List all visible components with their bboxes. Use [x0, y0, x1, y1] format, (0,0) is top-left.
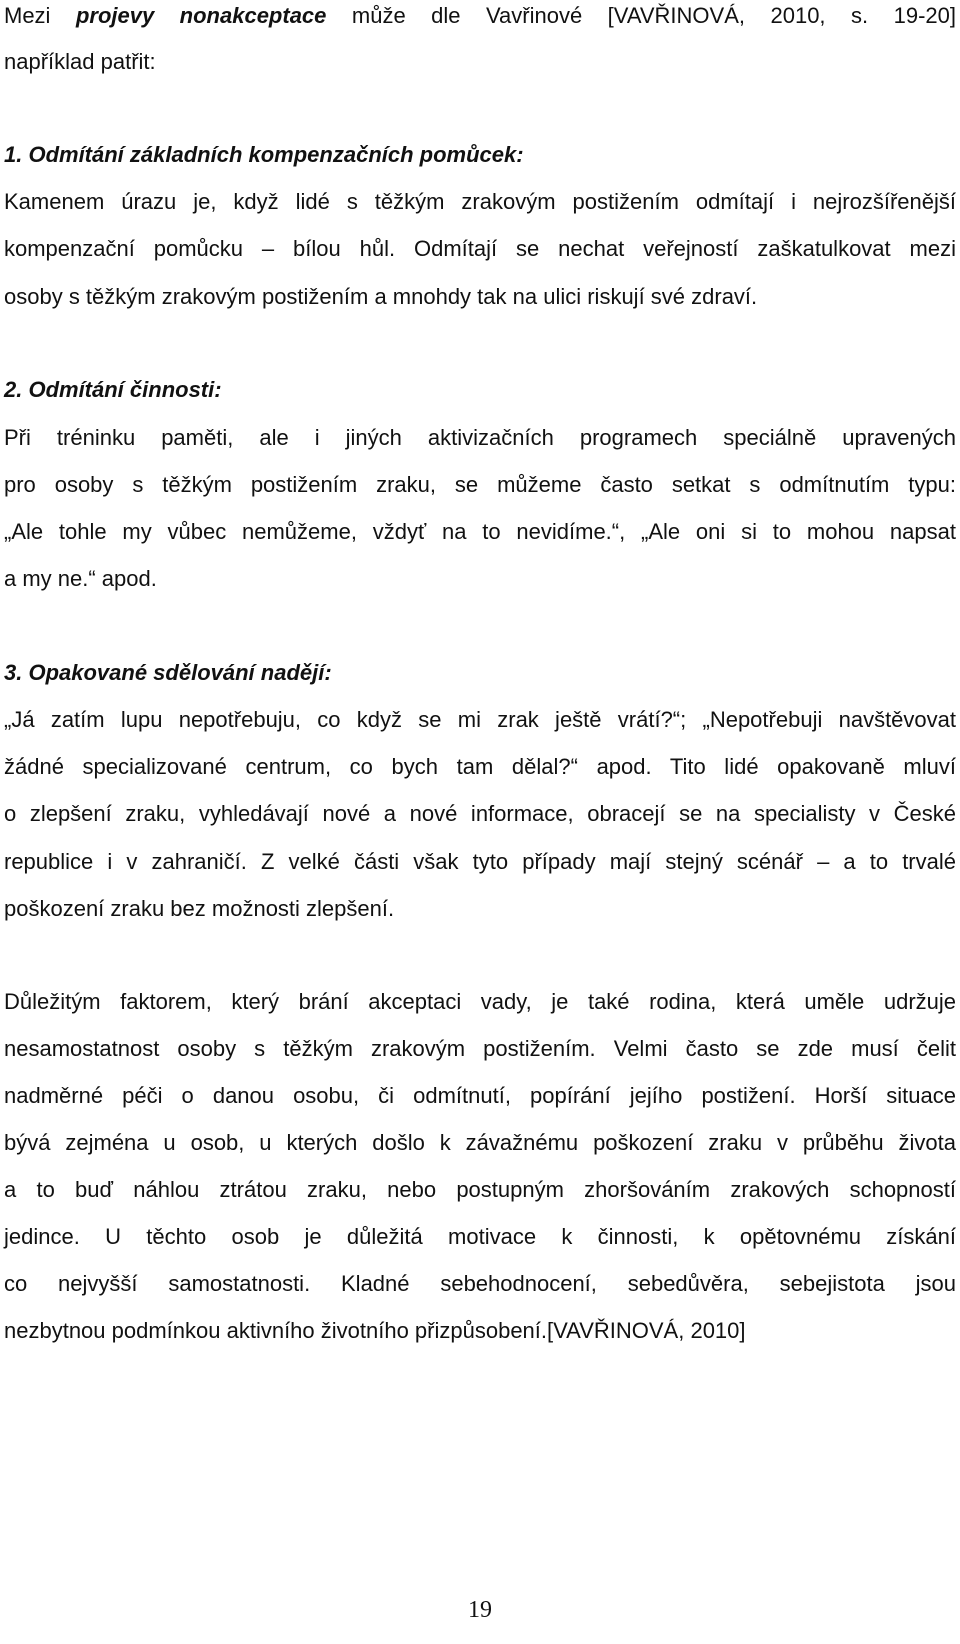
intro-line-1	[4, 2, 956, 30]
intro-rest: může dle Vavřinové [VAVŘINOVÁ, 2010, s. 19-20]	[326, 3, 956, 28]
paragraph-4-line: a to buď náhlou ztrátou zraku, nebo postupným zhoršováním zrakových schopností	[4, 1177, 956, 1202]
section-3-line: „Já zatím lupu nepotřebuju, co když se mi zrak ještě vrátí?“; „Nepotřebuji navštěvovat	[4, 707, 956, 732]
section-3-line: žádné specializované centrum, co bych tam dělal?“ apod. Tito lidé opakovaně mluví	[4, 754, 956, 779]
paragraph-4-line: Důležitým faktorem, který brání akceptaci vady, je také rodina, která uměle udržuje	[4, 989, 956, 1014]
section-2-line: „Ale tohle my vůbec nemůžeme, vždyť na to nevidíme.“, „Ale oni si to mohou napsat	[4, 519, 956, 544]
paragraph-4-line: nesamostatnost osoby s těžkým zrakovým postižením. Velmi často se zde musí čelit	[4, 1036, 956, 1061]
page-number: 19	[468, 1597, 492, 1623]
section-1-heading: 1. Odmítání základních kompenzačních pomůcek:	[4, 142, 524, 167]
paragraph-4-line: nadměrné péči o danou osobu, či odmítnutí, popírání jejího postižení. Horší situace	[4, 1083, 956, 1108]
paragraph-4-line: co nejvyšší samostatnosti. Kladné sebehodnocení, sebedůvěra, sebejistota jsou	[4, 1271, 956, 1296]
section-1-line: kompenzační pomůcku – bílou hůl. Odmítají se nechat veřejností zaškatulkovat mezi	[4, 236, 956, 261]
paragraph-4-line: jedince. U těchto osob je důležitá motivace k činnosti, k opětovnému získání	[4, 1224, 956, 1249]
intro-prefix: Mezi	[4, 3, 76, 28]
section-3-line: republice i v zahraničí. Z velké části však tyto případy mají stejný scénář – a to trvalé	[4, 849, 956, 874]
section-2-line: Při tréninku paměti, ale i jiných aktivizačních programech speciálně upravených	[4, 425, 956, 450]
section-1-line: Kamenem úrazu je, když lidé s těžkým zrakovým postižením odmítají i nejrozšířenější	[4, 189, 956, 214]
section-2-heading: 2. Odmítání činnosti:	[4, 377, 222, 402]
section-3-heading: 3. Opakované sdělování nadějí:	[4, 660, 332, 685]
intro-line-2: například patřit:	[4, 49, 156, 74]
paragraph-4-line: bývá zejména u osob, u kterých došlo k závažnému poškození zraku v průběhu života	[4, 1130, 956, 1155]
intro-emphasis: projevy nonakceptace	[75, 3, 327, 28]
section-2-line: pro osoby s těžkým postižením zraku, se můžeme často setkat s odmítnutím typu:	[4, 472, 956, 497]
section-3-line: o zlepšení zraku, vyhledávají nové a nové informace, obracejí se na specialisty v České	[4, 801, 956, 826]
paragraph-4-line: nezbytnou podmínkou aktivního životního přizpůsobení.[VAVŘINOVÁ, 2010]	[4, 1318, 746, 1343]
section-2-line: a my ne.“ apod.	[4, 566, 157, 591]
section-3-line: poškození zraku bez možnosti zlepšení.	[4, 896, 395, 921]
section-1-line: osoby s těžkým zrakovým postižením a mnohdy tak na ulici riskují své zdraví.	[4, 284, 758, 309]
